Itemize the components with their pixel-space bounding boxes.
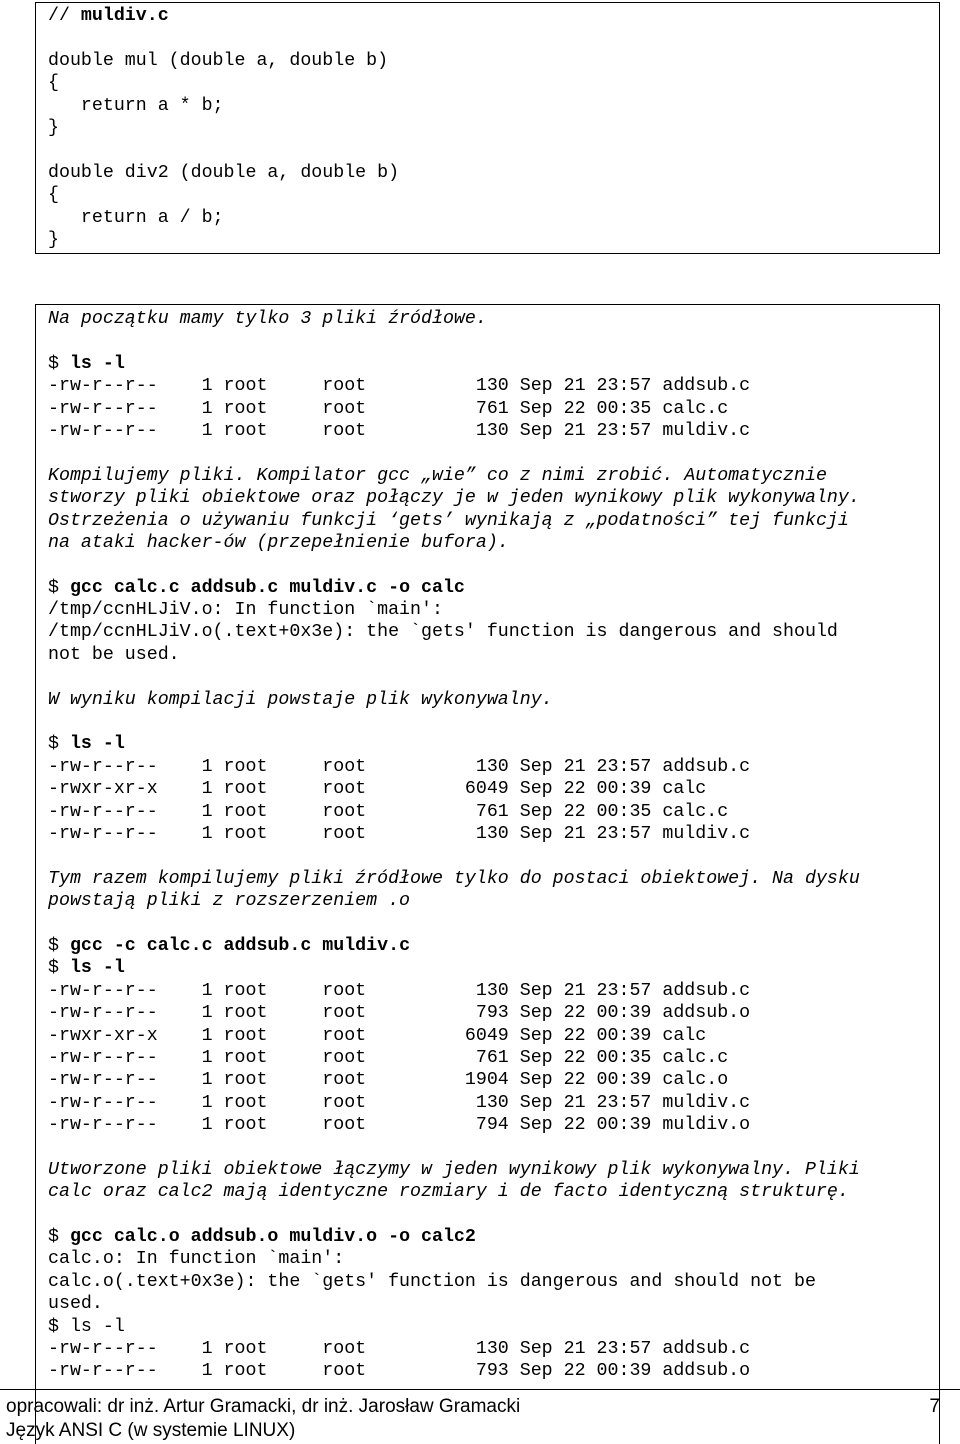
session-line: $ gcc calc.o addsub.o muldiv.o -o calc2: [48, 1227, 476, 1248]
session-line: -rw-r--r-- 1 root root 794 Sep 22 00:39 muldiv.o: [48, 1115, 751, 1136]
session-line: -rwxr-xr-x 1 root root 6049 Sep 22 00:39 calc: [48, 779, 707, 800]
page-number: 7: [929, 1396, 940, 1417]
session-line: na ataki hacker-ów (przepełnienie bufora).: [48, 532, 509, 553]
code-line: double mul (double a, double b): [48, 50, 389, 71]
session-line: -rw-r--r-- 1 root root 130 Sep 21 23:57 addsub.c: [48, 756, 751, 777]
session-line: [48, 711, 940, 733]
code-line: }: [48, 229, 59, 250]
code-line: {: [48, 73, 59, 94]
session-line: -rw-r--r-- 1 root root 130 Sep 21 23:57 muldiv.c: [48, 1092, 751, 1113]
session-line: -rw-r--r-- 1 root root 761 Sep 22 00:35 calc.c: [48, 1047, 729, 1068]
session-line: [48, 1136, 940, 1158]
session-line: /tmp/ccnHLJiV.o: In function `main':: [48, 600, 443, 621]
session-line: $ ls -l: [48, 1316, 125, 1337]
session-line: -rw-r--r-- 1 root root 130 Sep 21 23:57 muldiv.c: [48, 823, 751, 844]
session-line: Utworzone pliki obiektowe łączymy w jeden wynikowy plik wykonywalny. Pliki: [48, 1159, 860, 1180]
footer-authors: opracowali: dr inż. Artur Gramacki, dr inż. Jarosław Gramacki: [6, 1396, 521, 1417]
session-line: [48, 845, 940, 867]
code-line: [48, 139, 940, 161]
session-line: Tym razem kompilujemy pliki źródłowe tylko do postaci obiektowej. Na dysku: [48, 868, 860, 889]
session-line: -rw-r--r-- 1 root root 793 Sep 22 00:39 addsub.o: [48, 1361, 751, 1382]
session-line: -rw-r--r-- 1 root root 130 Sep 21 23:57 addsub.c: [48, 1338, 751, 1359]
session-line: -rw-r--r-- 1 root root 1904 Sep 22 00:39 calc.o: [48, 1070, 729, 1091]
session-line: -rw-r--r-- 1 root root 130 Sep 21 23:57 addsub.c: [48, 376, 751, 397]
session-line: not be used.: [48, 644, 180, 665]
footer-title: Język ANSI C (w systemie LINUX): [6, 1420, 296, 1441]
session-line: Na początku mamy tylko 3 pliki źródłowe.: [48, 309, 487, 329]
code-line: [48, 27, 940, 49]
session-line: $ gcc calc.c addsub.c muldiv.c -o calc: [48, 577, 465, 598]
session-line: -rw-r--r-- 1 root root 130 Sep 21 23:57 muldiv.c: [48, 420, 751, 441]
session-line: calc.o: In function `main':: [48, 1249, 345, 1270]
session-line: -rw-r--r-- 1 root root 761 Sep 22 00:35 calc.c: [48, 801, 729, 822]
session-line: [48, 1204, 940, 1226]
session-line: [48, 330, 940, 352]
session-line: -rw-r--r-- 1 root root 793 Sep 22 00:39 addsub.o: [48, 1003, 751, 1024]
session-line: -rw-r--r-- 1 root root 761 Sep 22 00:35 calc.c: [48, 398, 729, 419]
session-line: [48, 666, 940, 688]
session-line: $ ls -l: [48, 353, 125, 374]
session-line: W wyniku kompilacji powstaje plik wykonywalny.: [48, 689, 553, 710]
session-line: $ gcc -c calc.c addsub.c muldiv.c: [48, 935, 411, 956]
muldiv-source-code: [48, 5, 940, 251]
session-line: Ostrzeżenia o używaniu funkcji ‘gets’ wynikają z „podatności” tej funkcji: [48, 510, 849, 531]
session-line: used.: [48, 1294, 103, 1315]
session-line: -rwxr-xr-x 1 root root 6049 Sep 22 00:39 calc: [48, 1025, 707, 1046]
code-line: }: [48, 117, 59, 138]
code-line: return a / b;: [48, 207, 224, 228]
session-line: [48, 913, 940, 935]
code-line: {: [48, 185, 59, 206]
session-line: calc.o(.text+0x3e): the `gets' function is dangerous and should not be: [48, 1271, 816, 1292]
session-line: [48, 554, 940, 576]
terminal-session-text: [48, 308, 940, 1383]
session-line: $ ls -l: [48, 734, 125, 755]
session-line: Kompilujemy pliki. Kompilator gcc „wie” co z nimi zrobić. Automatycznie: [48, 465, 827, 486]
code-line: double div2 (double a, double b): [48, 162, 400, 183]
session-line: [48, 442, 940, 464]
session-line: -rw-r--r-- 1 root root 130 Sep 21 23:57 addsub.c: [48, 980, 751, 1001]
session-line: powstają pliki z rozszerzeniem .o: [48, 891, 411, 912]
session-line: $ ls -l: [48, 958, 125, 979]
session-line: /tmp/ccnHLJiV.o(.text+0x3e): the `gets' function is dangerous and should: [48, 622, 838, 643]
code-line: return a * b;: [48, 95, 224, 116]
session-line: calc oraz calc2 mają identyczne rozmiary i de facto identyczną strukturę.: [48, 1182, 849, 1203]
code-line: // muldiv.c: [48, 6, 169, 26]
footer-divider: [0, 1389, 960, 1390]
session-line: stworzy pliki obiektowe oraz połączy je w jeden wynikowy plik wykonywalny.: [48, 488, 860, 509]
